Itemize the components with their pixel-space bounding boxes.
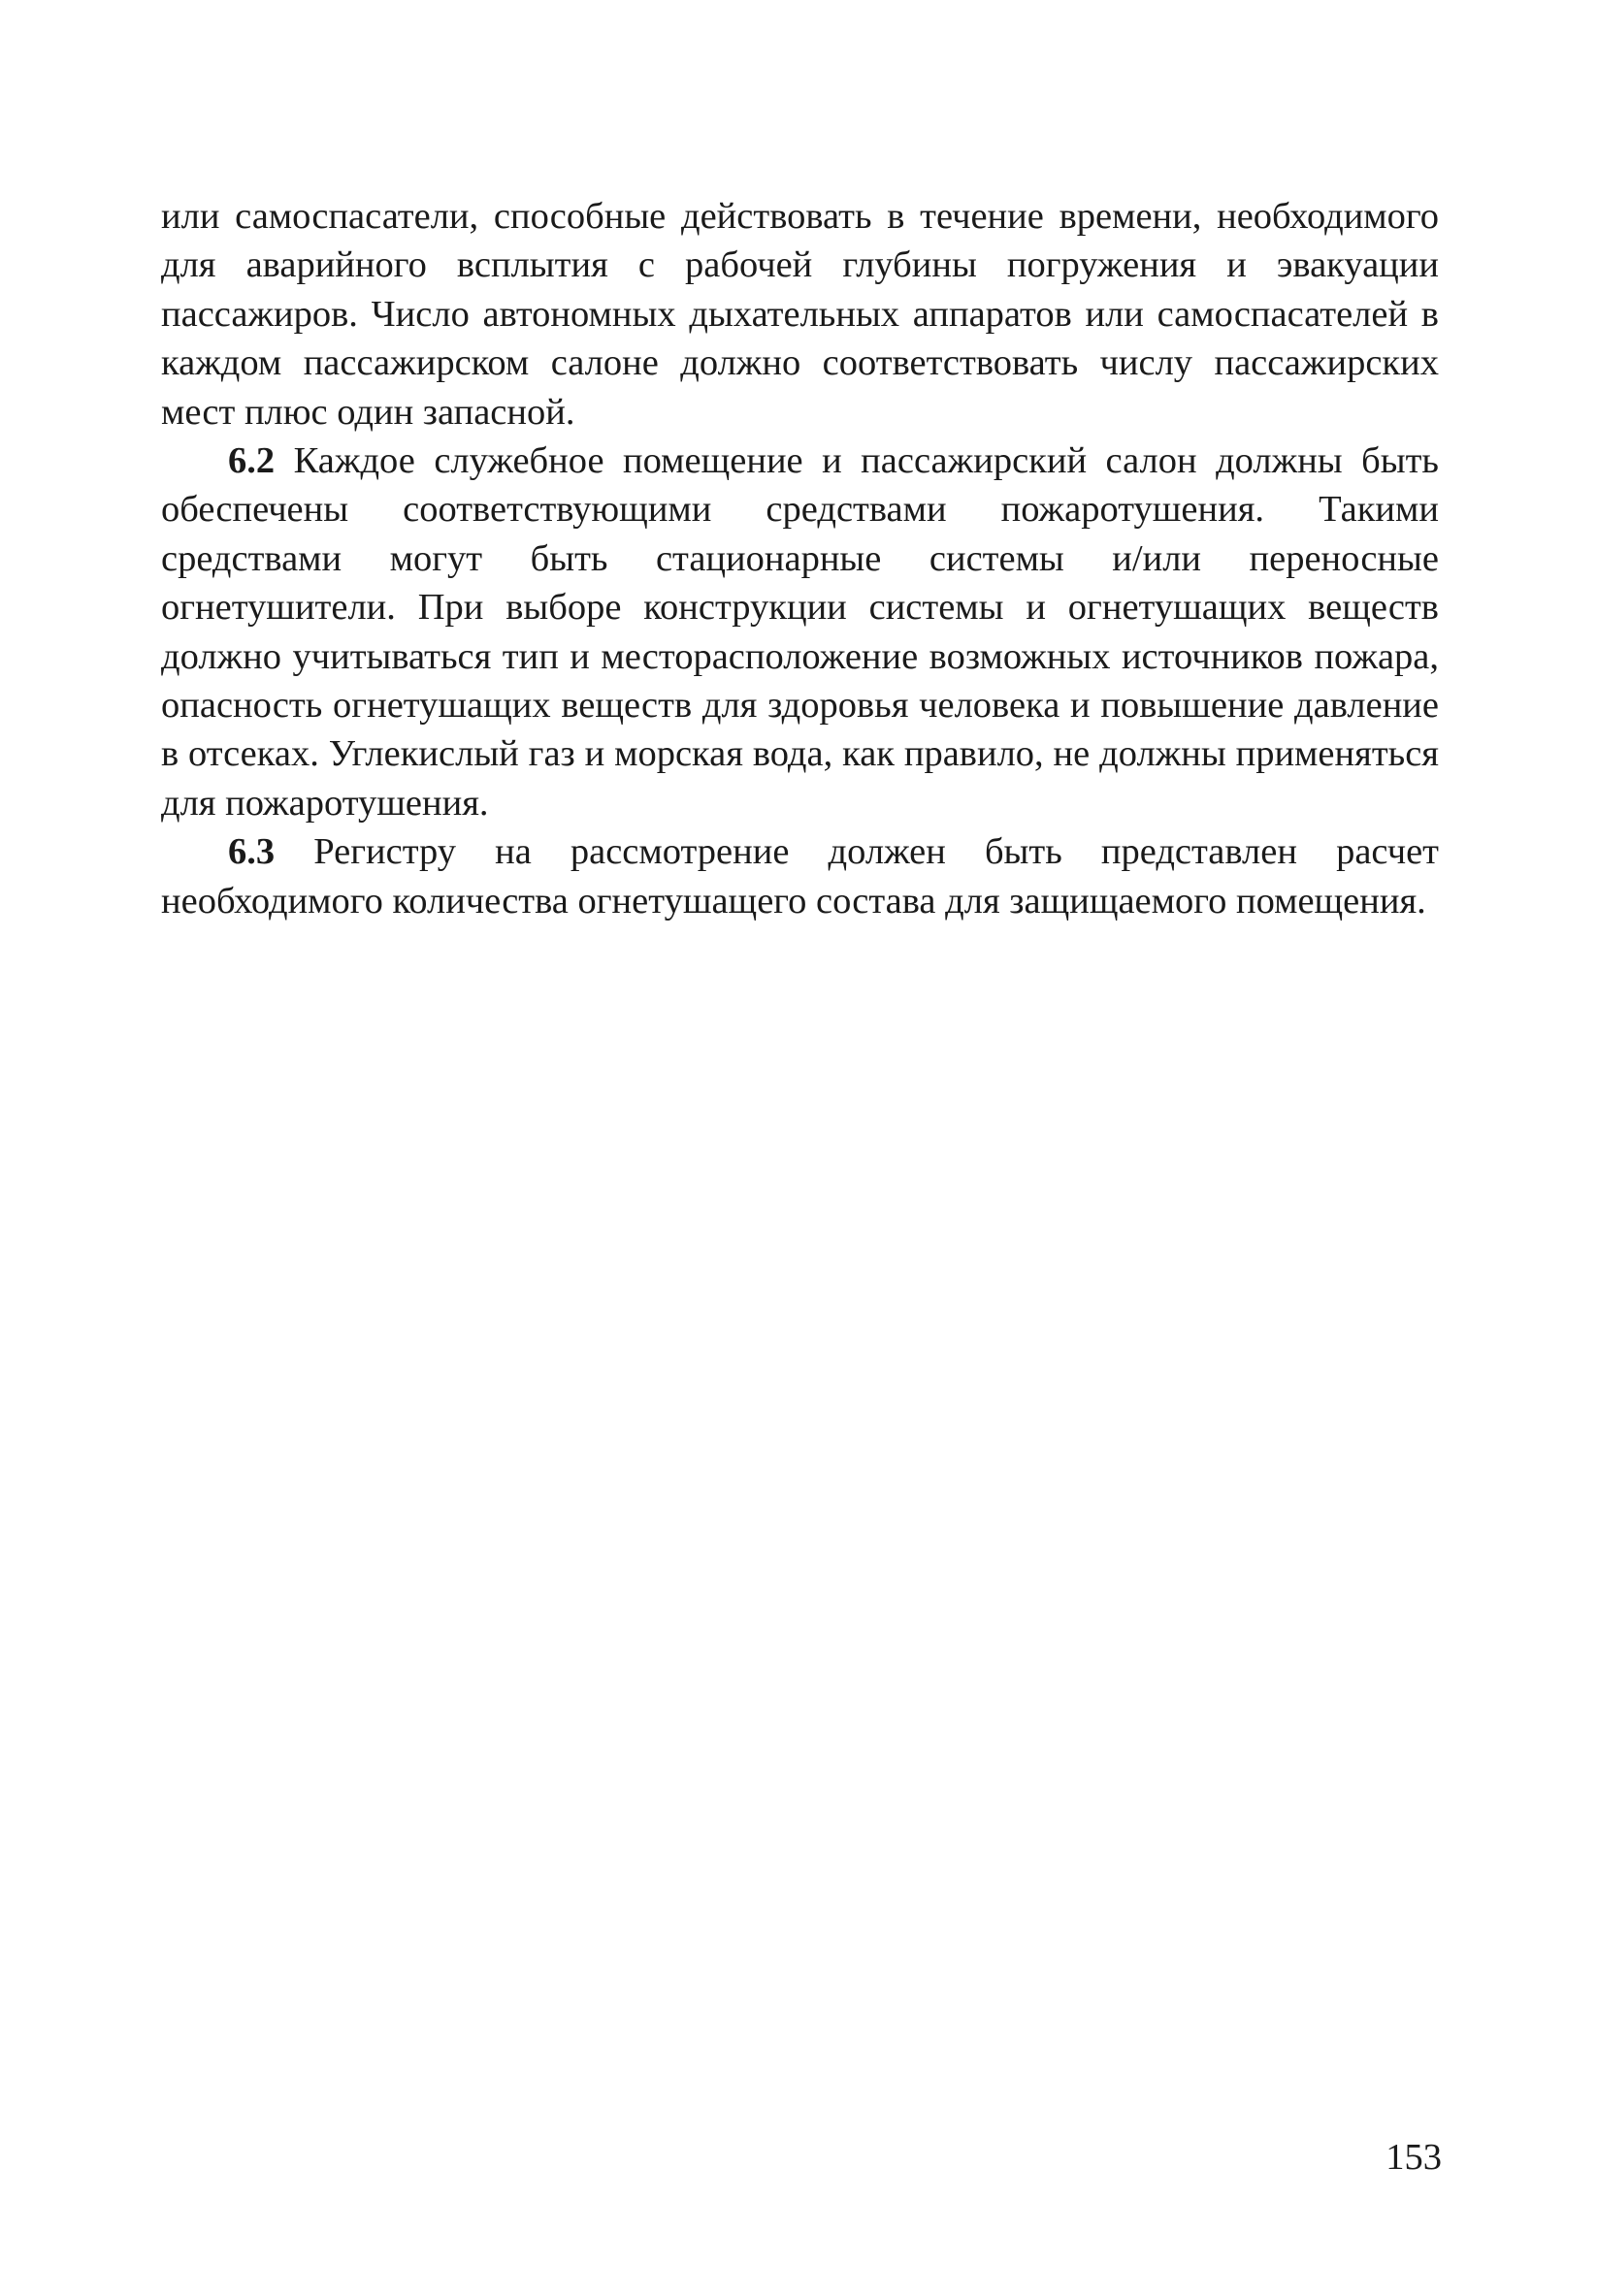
- paragraph-text: Регистру на рассмотрение должен быть представлен расчет необходимого количества огнетушащего состава для защищаемого помещения.: [161, 831, 1439, 922]
- section-number: 6.2: [228, 440, 276, 482]
- paragraph-6-2: [161, 437, 1439, 827]
- paragraph-6-3: [161, 827, 1439, 925]
- paragraph-continuation: [161, 192, 1439, 437]
- paragraph-text: Каждое служебное помещение и пассажирский салон должны быть обеспечены соответствующими средствами пожаротушения. Такими средствами могут быть стационарные системы и/или переносные огнетушители. При выборе конструкции системы и огнетушащих веществ должно учитываться тип и месторасположение возможных источников пожара, опасность огнетушащих веществ для здоровья человека и повышение давление в отсеках. Углекислый газ и морская вода, как правило, не должны применяться для пожаротушения.: [161, 440, 1439, 824]
- page-number: 153: [1385, 2137, 1442, 2178]
- section-number: 6.3: [228, 831, 276, 873]
- document-body: [161, 192, 1439, 925]
- paragraph-text: или самоспасатели, способные действовать в течение времени, необходимого для аварийного всплытия с рабочей глубины погружения и эвакуации пассажиров. Число автономных дыхательных аппаратов или самоспасателей в каждом пассажирском салоне должно соответствовать числу пассажирских мест плюс один запасной.: [161, 196, 1439, 433]
